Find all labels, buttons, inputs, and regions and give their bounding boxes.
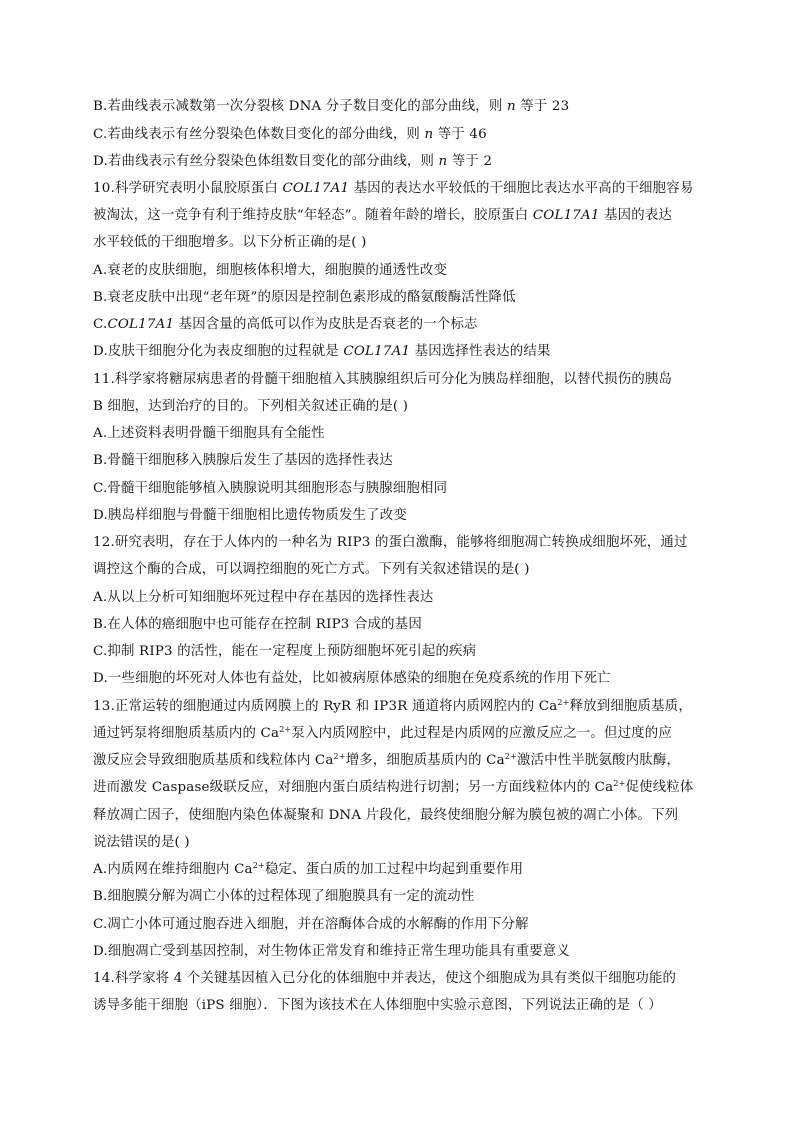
q12-stem-line-1: 12.研究表明，存在于人体内的一种名为 RIP3 的蛋白激酶，能够将细胞凋亡转换成细胞坏死，通过 — [93, 535, 688, 550]
q11-option-c: C.骨髓干细胞能够植入胰腺说明其细胞形态与胰腺细胞相同 — [93, 481, 448, 496]
q13-option-c: C.凋亡小体可通过胞吞进入细胞，并在溶酶体合成的水解酶的作用下分解 — [93, 917, 529, 932]
q11-option-a: A.上述资料表明骨髓干细胞具有全能性 — [93, 426, 325, 441]
q10-option-b: B.衰老皮肤中出现“老年斑”的原因是控制色素形成的酪氨酸酶活性降低 — [93, 290, 516, 305]
q10-option-d: D.皮肤干细胞分化为表皮细胞的过程就是 COL17A1 基因选择性表达的结果 — [93, 344, 551, 359]
q9-option-d: D.若曲线表示有丝分裂染色体组数目变化的部分曲线，则 n 等于 2 — [93, 154, 493, 169]
q12-option-d: D.一些细胞的坏死对人体也有益处，比如被病原体感染的细胞在免疫系统的作用下死亡 — [93, 671, 611, 686]
q10-option-c: C.COL17A1 基因含量的高低可以作为皮肤是否衰老的一个标志 — [93, 317, 478, 332]
q12-stem-line-2: 调控这个酶的合成，可以调控细胞的死亡方式。下列有关叙述错误的是( ) — [93, 562, 530, 577]
q13-stem-line-2: 通过钙泵将细胞质基质内的 $Ca^{2+}$泵入内质网腔中，此过程是内质网的应激反应之一。但过度的应 — [93, 725, 672, 741]
q13-stem-line-1: 13.正常运转的细胞通过内质网膜上的 RyR 和 IP3R 通道将内质网腔内的 $Ca^{2+}$释放到细胞质基质， — [93, 698, 692, 714]
q10-option-a: A.衰老的皮肤细胞，细胞核体积增大，细胞膜的通透性改变 — [93, 263, 448, 278]
q13-option-b: B.细胞膜分解为凋亡小体的过程体现了细胞膜具有一定的流动性 — [93, 889, 475, 904]
q12-option-a: A.从以上分析可知细胞坏死过程中存在基因的选择性表达 — [93, 590, 434, 605]
q11-option-b: B.骨髓干细胞移入胰腺后发生了基因的选择性表达 — [93, 453, 393, 468]
q12-option-b: B.在人体的癌细胞中也可能存在控制 RIP3 合成的基因 — [93, 617, 422, 632]
q12-option-c: C.抑制 RIP3 的活性，能在一定程度上预防细胞坏死引起的疾病 — [93, 644, 477, 659]
q13-stem-line-3: 激反应会导致细胞质基质和线粒体内 $Ca^{2+}$增多，细胞质基质内的 $Ca^{2+}$激活中性半胱氨酸内肽酶， — [93, 752, 681, 768]
q13-option-a: A.内质网在维持细胞内 $Ca^{2+}$稳定、蛋白质的加工过程中均起到重要作用 — [93, 861, 524, 877]
q13-option-d: D.细胞凋亡受到基因控制，对生物体正常发育和维持正常生理功能具有重要意义 — [93, 944, 570, 959]
q11-stem-line-2: B 细胞，达到治疗的目的。下列相关叙述正确的是( ) — [93, 399, 409, 414]
q10-stem-line-1: 10.科学研究表明小鼠胶原蛋白 COL17A1 基因的表达水平较低的干细胞比表达水平高的干细胞容易 — [93, 181, 694, 196]
q11-stem-line-1: 11.科学家将糖尿病患者的骨髓干细胞植入其胰腺组织后可分化为胰岛样细胞，以替代损伤的胰岛 — [93, 372, 673, 387]
q10-stem-line-3: 水平较低的干细胞增多。以下分析正确的是( ) — [93, 235, 367, 250]
q14-stem-line-2: 诱导多能干细胞（iPS 细胞）．下图为该技术在人体细胞中实验示意图，下列说法正确的是（ ） — [93, 998, 662, 1013]
q13-stem-line-6: 说法错误的是( ) — [93, 835, 190, 850]
q9-option-b: B.若曲线表示减数第一次分裂核 DNA 分子数目变化的部分曲线，则 n 等于 23 — [93, 99, 570, 114]
q10-stem-line-2: 被淘汰，这一竞争有利于维持皮肤“年轻态”。随着年龄的增长，胶原蛋白 COL17A1 基因的表达 — [93, 208, 673, 223]
q14-stem-line-1: 14.科学家将 4 个关键基因植入已分化的体细胞中并表达，使这个细胞成为具有类似干细胞功能的 — [93, 971, 677, 986]
q13-stem-line-4: 进而激发 Caspase级联反应，对细胞内蛋白质结构进行切割；另一方面线粒体内的 $Ca^{2+}$促使线粒体 — [93, 779, 694, 795]
q9-option-c: C.若曲线表示有丝分裂染色体数目变化的部分曲线，则 n 等于 46 — [93, 127, 487, 142]
q11-option-d: D.胰岛样细胞与骨髓干细胞相比遗传物质发生了改变 — [93, 508, 407, 523]
q13-stem-line-5: 释放凋亡因子，使细胞内染色体凝聚和 DNA 片段化，最终使细胞分解为膜包被的凋亡小体。下列 — [93, 808, 679, 823]
